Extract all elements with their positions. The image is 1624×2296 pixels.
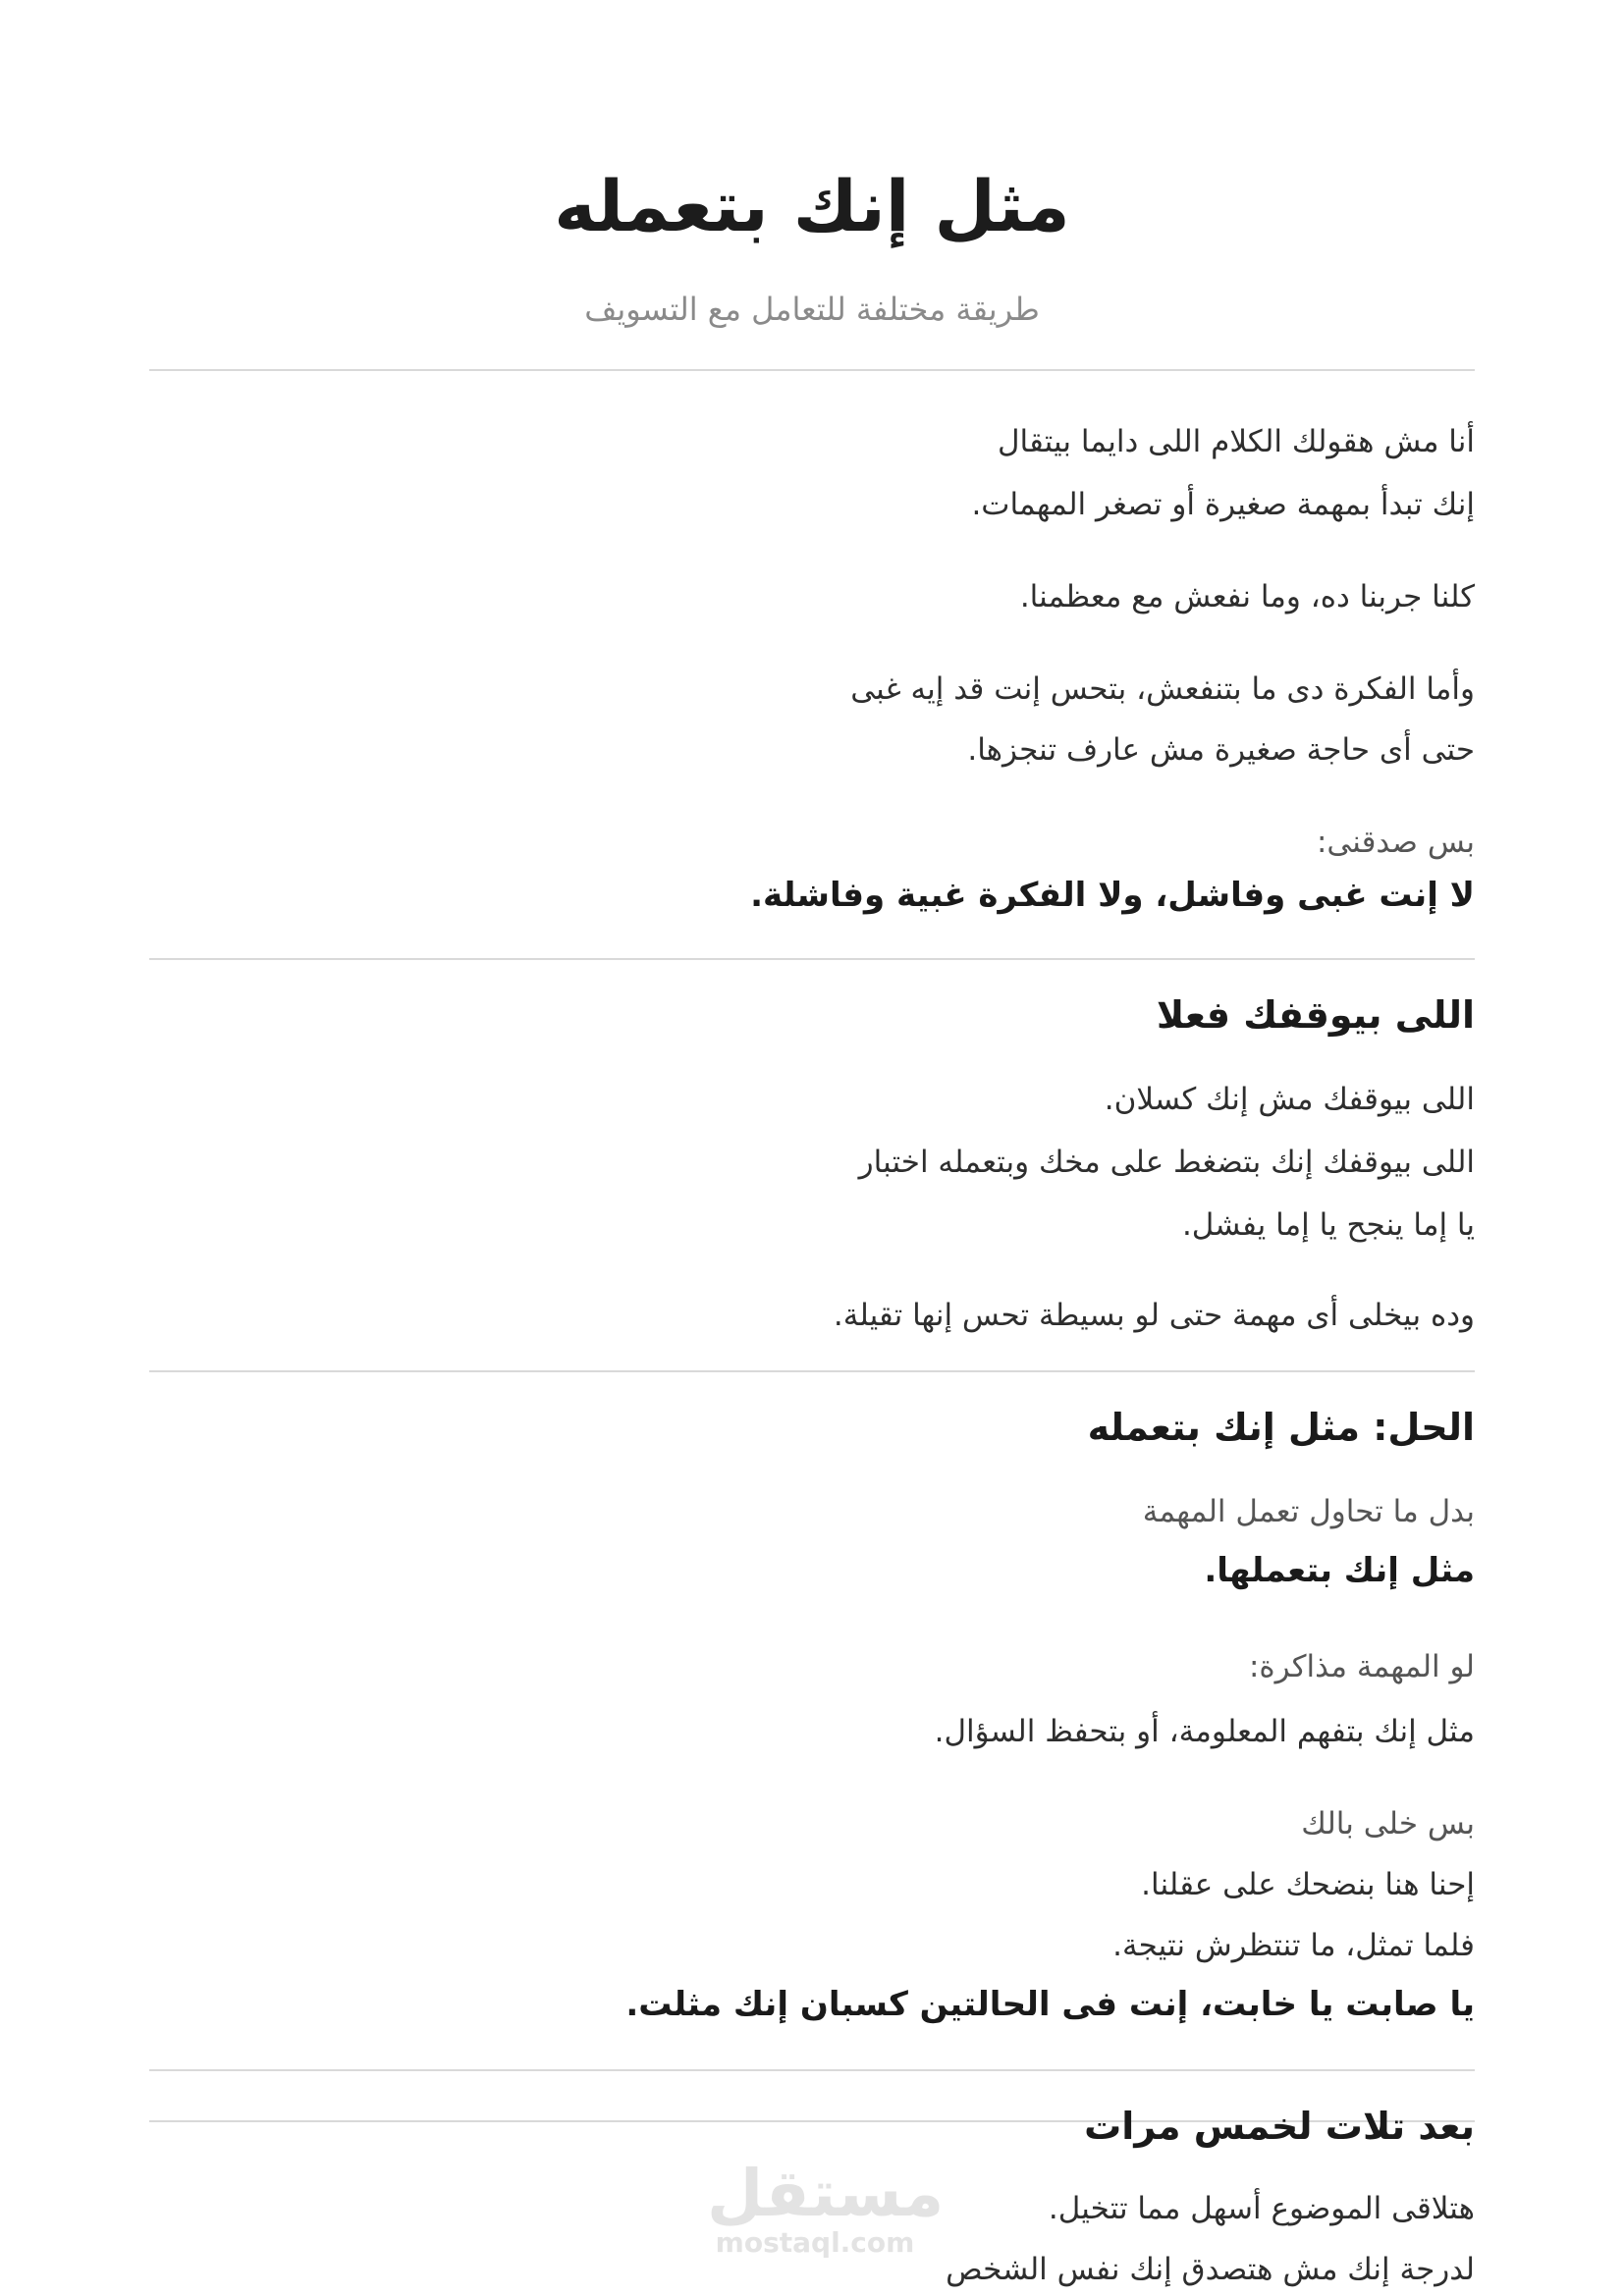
- intro-line: كلنا جربنا ده، وما نفعش مع معظمنا.: [1019, 579, 1475, 614]
- section-emphasis: يا صابت يا خابت، إنت فى الحالتين كسبان إنك مثلت.: [625, 1985, 1475, 2024]
- divider: [149, 958, 1475, 960]
- intro-line: حتى أى حاجة صغيرة مش عارف تنجزها.: [967, 732, 1475, 768]
- divider: [149, 1370, 1475, 1372]
- intro-line: أنا مش هقولك الكلام اللى دايما بيتقال: [998, 424, 1475, 459]
- divider: [149, 2069, 1475, 2071]
- intro-line: وأما الفكرة دى ما بتنفعش، بتحس إنت قد إيه غبى: [850, 671, 1475, 707]
- section-emphasis: مثل إنك بتعملها.: [1204, 1551, 1475, 1590]
- section-line: هتلاقى الموضوع أسهل مما تتخيل.: [1048, 2191, 1475, 2226]
- section-line: إحنا هنا بنضحك على عقلنا.: [1141, 1867, 1475, 1902]
- section-line: يا إما ينجح يا إما يفشل.: [1181, 1207, 1475, 1243]
- section-line: بدل ما تحاول تعمل المهمة: [1142, 1494, 1475, 1529]
- section-heading: بعد تلات لخمس مرات: [1084, 2105, 1475, 2148]
- section-line: لو المهمة مذاكرة:: [1248, 1649, 1475, 1684]
- section-heading: اللى بيوقفك فعلا: [1156, 993, 1475, 1037]
- section-line: فلما تمثل، ما تنتظرش نتيجة.: [1112, 1928, 1475, 1963]
- section-line: اللى بيوقفك إنك بتضغط على مخك وبتعمله اختبار: [858, 1145, 1475, 1180]
- section-line: بس خلى بالك: [1301, 1806, 1475, 1842]
- divider: [149, 369, 1475, 371]
- watermark-latin-logo: mostaql.com: [715, 2226, 915, 2259]
- section-line: اللى بيوقفك مش إنك كسلان.: [1104, 1082, 1475, 1117]
- section-heading: الحل: مثل إنك بتعمله: [1087, 1406, 1475, 1449]
- page-subtitle: طريقة مختلفة للتعامل مع التسويف: [584, 291, 1040, 328]
- section-line: لدرجة إنك مش هتصدق إنك نفس الشخص: [946, 2252, 1475, 2287]
- page-title: مثل إنك بتعمله: [554, 165, 1070, 247]
- section-line: وده بيخلى أى مهمة حتى لو بسيطة تحس إنها تقيلة.: [833, 1298, 1475, 1333]
- intro-line: بس صدقنى:: [1316, 825, 1475, 860]
- intro-emphasis: لا إنت غبى وفاشل، ولا الفكرة غبية وفاشلة.: [750, 876, 1475, 915]
- mostaql-watermark: [707, 2156, 945, 2259]
- section-line: مثل إنك بتفهم المعلومة، أو بتحفظ السؤال.: [934, 1714, 1475, 1749]
- watermark-arabic-logo: مستقل: [707, 2156, 945, 2231]
- intro-line: إنك تبدأ بمهمة صغيرة أو تصغر المهمات.: [971, 487, 1475, 522]
